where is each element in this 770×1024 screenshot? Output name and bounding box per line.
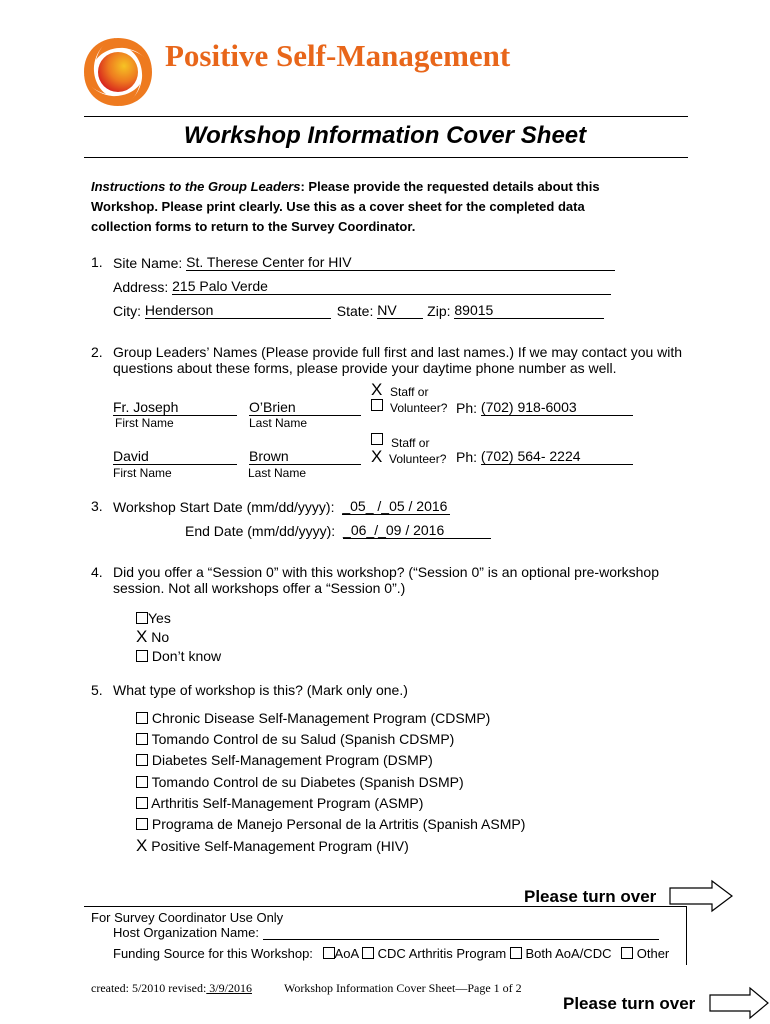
q5-number: 5.	[91, 682, 103, 698]
q4-text: Did you offer a “Session 0” with this workshop? (“Session 0” is an optional pre-workshop session. Not all workshops offer a “Session 0”.)	[113, 564, 659, 596]
state-field[interactable]: NV	[377, 302, 423, 319]
coordinator-title: For Survey Coordinator Use Only	[91, 910, 284, 925]
leader1-phone[interactable]: (702) 918-6003	[481, 399, 633, 416]
leader2-staff-checkbox[interactable]	[371, 433, 383, 445]
leader2-first-name[interactable]: David	[113, 448, 237, 465]
leader1-last-name[interactable]: O’Brien	[249, 399, 361, 416]
q5-text: What type of workshop is this? (Mark only one.)	[113, 682, 408, 698]
end-date-row: End Date (mm/dd/yyyy): _06_/_09 / 2016	[185, 522, 491, 539]
q5-option-cdsmp[interactable]: Chronic Disease Self-Management Program (CDSMP)	[136, 710, 490, 726]
q4-option-yes[interactable]: Yes	[136, 610, 171, 626]
q1-number: 1.	[91, 254, 103, 270]
end-date-field[interactable]: _06_/_09 / 2016	[343, 522, 491, 539]
staff-label: Staff or	[391, 436, 430, 450]
page-title: Workshop Information Cover Sheet	[183, 122, 587, 149]
q5-option-dsmp[interactable]: Diabetes Self-Management Program (DSMP)	[136, 752, 433, 768]
q5-option-spanish-cdsmp[interactable]: Tomando Control de su Salud (Spanish CDSMP)	[136, 731, 454, 747]
host-organization-field[interactable]	[263, 926, 659, 940]
funding-aoa[interactable]: AoA	[323, 946, 359, 961]
leader1-volunteer-checkbox[interactable]	[371, 399, 383, 411]
leader2-last-name[interactable]: Brown	[249, 448, 361, 465]
first-name-caption: First Name	[115, 416, 174, 430]
q5-option-asmp[interactable]: Arthritis Self-Management Program (ASMP)	[136, 795, 423, 811]
city-row: City: Henderson State: NV Zip: 89015	[113, 302, 604, 319]
volunteer-label: Volunteer?	[390, 401, 448, 415]
q4-number: 4.	[91, 564, 103, 580]
instructions: Instructions to the Group Leaders: Please provide the requested details about this Workshop. Please print clearly. Use this as a cover sheet for the completed data collection forms to return to the Survey Coordinator.	[91, 179, 600, 234]
arrow-right-icon	[708, 986, 770, 1020]
footer-created: created: 5/2010 revised: 3/9/2016	[91, 981, 252, 995]
address-row: Address: 215 Palo Verde	[113, 278, 611, 295]
site-name-row: Site Name: St. Therese Center for HIV	[113, 254, 615, 271]
leader1-first-name[interactable]: Fr. Joseph	[113, 399, 237, 416]
footer-page-info: Workshop Information Cover Sheet—Page 1 of 2	[284, 981, 522, 995]
q2-text: Group Leaders’ Names (Please provide full first and last names.) If we may contact you with questions about these forms, please provide your daytime phone number as well.	[113, 344, 683, 376]
staff-label: Staff or	[390, 385, 429, 399]
brand-title: Positive Self-Management	[165, 38, 511, 73]
q5-option-hiv[interactable]: X Positive Self-Management Program (HIV)	[136, 836, 409, 855]
funding-both[interactable]: Both AoA/CDC	[510, 946, 612, 961]
turn-over-label-bottom: Please turn over	[563, 994, 696, 1013]
q5-option-spanish-dsmp[interactable]: Tomando Control de su Diabetes (Spanish DSMP)	[136, 774, 464, 790]
funding-row: Funding Source for this Workshop: AoA CDC Arthritis Program Both AoA/CDC Other	[113, 946, 670, 961]
start-date-field[interactable]: _05_ /_05 / 2016	[342, 498, 450, 515]
start-date-row: Workshop Start Date (mm/dd/yyyy): _05_ /_05 / 2016	[113, 498, 450, 515]
q5-option-spanish-asmp[interactable]: Programa de Manejo Personal de la Artritis (Spanish ASMP)	[136, 816, 525, 832]
volunteer-label: Volunteer?	[389, 452, 447, 466]
q4-option-no[interactable]: X No	[136, 627, 170, 646]
funding-cdc[interactable]: CDC Arthritis Program	[362, 946, 506, 961]
q4-option-dont-know[interactable]: Don’t know	[136, 648, 221, 664]
q2-number: 2.	[91, 344, 103, 360]
instructions-lead: Instructions to the Group Leaders	[91, 179, 301, 194]
program-logo	[80, 34, 156, 110]
divider	[84, 116, 688, 117]
last-name-caption: Last Name	[248, 466, 307, 480]
site-name-field[interactable]: St. Therese Center for HIV	[186, 254, 615, 271]
last-name-caption: Last Name	[249, 416, 308, 430]
leader1-staff-checkbox[interactable]: X	[371, 380, 383, 399]
no-checkbox: X	[136, 627, 148, 646]
leader2-volunteer-checkbox[interactable]: X	[371, 447, 383, 466]
turn-over-label: Please turn over	[524, 887, 657, 906]
q3-number: 3.	[91, 498, 103, 514]
first-name-caption: First Name	[113, 466, 172, 480]
funding-other[interactable]: Other	[621, 946, 669, 961]
leader2-phone[interactable]: (702) 564- 2224	[481, 448, 633, 465]
host-row: Host Organization Name:	[113, 925, 659, 940]
zip-field[interactable]: 89015	[454, 302, 604, 319]
leader1-row	[113, 399, 237, 416]
city-field[interactable]: Henderson	[145, 302, 331, 319]
address-field[interactable]: 215 Palo Verde	[172, 278, 611, 295]
divider	[84, 157, 688, 158]
